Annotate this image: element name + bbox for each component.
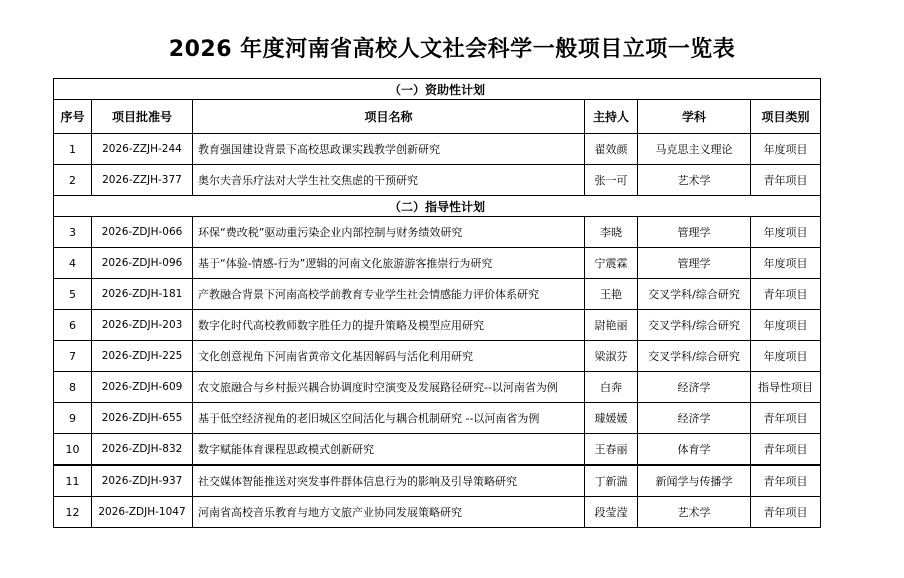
approval-code: 2026-ZDJH-832: [92, 434, 193, 466]
subject: 交叉学科/综合研究: [638, 310, 751, 341]
table-row: [54, 248, 821, 279]
row-number: 12: [54, 497, 92, 528]
project-type: 年度项目: [751, 217, 821, 248]
project-type: 指导性项目: [751, 372, 821, 403]
section-header: [54, 196, 821, 217]
subject: 交叉学科/综合研究: [638, 279, 751, 310]
host: 白奔: [585, 372, 638, 403]
project-name: 社交媒体智能推送对突发事件群体信息行为的影响及引导策略研究: [193, 465, 585, 497]
project-name: 产教融合背景下河南高校学前教育专业学生社会情感能力评价体系研究: [193, 279, 585, 310]
project-type: 年度项目: [751, 341, 821, 372]
table-row: [54, 310, 821, 341]
table-row: [54, 372, 821, 403]
host: 王春丽: [585, 434, 638, 466]
approval-code: 2026-ZDJH-609: [92, 372, 193, 403]
row-number: 11: [54, 465, 92, 497]
row-number: 5: [54, 279, 92, 310]
host: 丁新湍: [585, 465, 638, 497]
project-name: 教育强国建设背景下高校思政课实践教学创新研究: [193, 134, 585, 165]
row-number: 6: [54, 310, 92, 341]
project-name: 数字化时代高校教师数字胜任力的提升策略及模型应用研究: [193, 310, 585, 341]
subject: 管理学: [638, 248, 751, 279]
subject: 经济学: [638, 372, 751, 403]
row-number: 8: [54, 372, 92, 403]
column-header: 学科: [638, 100, 751, 134]
page-title: 2026 年度河南省高校人文社会科学一般项目立项一览表: [168, 37, 736, 62]
host: 尉艳丽: [585, 310, 638, 341]
subject: 马克思主义理论: [638, 134, 751, 165]
project-type: 青年项目: [751, 465, 821, 497]
host: 李晓: [585, 217, 638, 248]
approval-code: 2026-ZDJH-655: [92, 403, 193, 434]
table-row: [54, 465, 821, 497]
table-row: [54, 341, 821, 372]
approval-code: 2026-ZDJH-066: [92, 217, 193, 248]
host: 段莹滢: [585, 497, 638, 528]
table-row: [54, 279, 821, 310]
project-name: 文化创意视角下河南省黄帝文化基因解码与活化利用研究: [193, 341, 585, 372]
table-row: [54, 165, 821, 196]
section-title: （二）指导性计划: [54, 196, 821, 217]
approval-code: 2026-ZZJH-377: [92, 165, 193, 196]
column-header: 主持人: [585, 100, 638, 134]
project-name: 基于低空经济视角的老旧城区空间活化与耦合机制研究 --以河南省为例: [193, 403, 585, 434]
column-header: 项目类别: [751, 100, 821, 134]
approval-code: 2026-ZDJH-096: [92, 248, 193, 279]
project-name: 基于“体验-情感-行为”逻辑的河南文化旅游游客推崇行为研究: [193, 248, 585, 279]
subject: 艺术学: [638, 497, 751, 528]
project-type: 年度项目: [751, 134, 821, 165]
row-number: 1: [54, 134, 92, 165]
row-number: 4: [54, 248, 92, 279]
host: 翟效颜: [585, 134, 638, 165]
table-row: [54, 403, 821, 434]
table-row: [54, 434, 821, 466]
host: 梁淑芬: [585, 341, 638, 372]
column-header: 项目批准号: [92, 100, 193, 134]
column-header: 序号: [54, 100, 92, 134]
approval-code: 2026-ZZJH-244: [92, 134, 193, 165]
approval-code: 2026-ZDJH-1047: [92, 497, 193, 528]
row-number: 9: [54, 403, 92, 434]
table-row: [54, 134, 821, 165]
row-number: 10: [54, 434, 92, 466]
row-number: 3: [54, 217, 92, 248]
project-type: 年度项目: [751, 248, 821, 279]
project-name: 数字赋能体育课程思政模式创新研究: [193, 434, 585, 466]
row-number: 7: [54, 341, 92, 372]
table-row: [54, 217, 821, 248]
subject: 体育学: [638, 434, 751, 466]
project-type: 青年项目: [751, 165, 821, 196]
subject: 新闻学与传播学: [638, 465, 751, 497]
approval-code: 2026-ZDJH-181: [92, 279, 193, 310]
host: 璩媛媛: [585, 403, 638, 434]
project-name: 环保“费改税”驱动重污染企业内部控制与财务绩效研究: [193, 217, 585, 248]
section-title: （一）资助性计划: [54, 79, 821, 100]
project-type: 青年项目: [751, 279, 821, 310]
subject: 艺术学: [638, 165, 751, 196]
host: 宁震霖: [585, 248, 638, 279]
subject: 管理学: [638, 217, 751, 248]
approval-code: 2026-ZDJH-225: [92, 341, 193, 372]
project-name: 奥尔夫音乐疗法对大学生社交焦虑的干预研究: [193, 165, 585, 196]
project-name: 河南省高校音乐教育与地方文旅产业协同发展策略研究: [193, 497, 585, 528]
host: 张一可: [585, 165, 638, 196]
subject: 交叉学科/综合研究: [638, 341, 751, 372]
approval-code: 2026-ZDJH-203: [92, 310, 193, 341]
project-table: [53, 78, 821, 528]
project-type: 青年项目: [751, 497, 821, 528]
column-header: 项目名称: [193, 100, 585, 134]
project-name: 农文旅融合与乡村振兴耦合协调度时空演变及发展路径研究--以河南省为例: [193, 372, 585, 403]
project-type: 青年项目: [751, 403, 821, 434]
project-type: 年度项目: [751, 310, 821, 341]
section-header: [54, 79, 821, 100]
row-number: 2: [54, 165, 92, 196]
table-row: [54, 497, 821, 528]
approval-code: 2026-ZDJH-937: [92, 465, 193, 497]
host: 王艳: [585, 279, 638, 310]
column-header-row: [54, 100, 821, 134]
project-type: 青年项目: [751, 434, 821, 466]
subject: 经济学: [638, 403, 751, 434]
